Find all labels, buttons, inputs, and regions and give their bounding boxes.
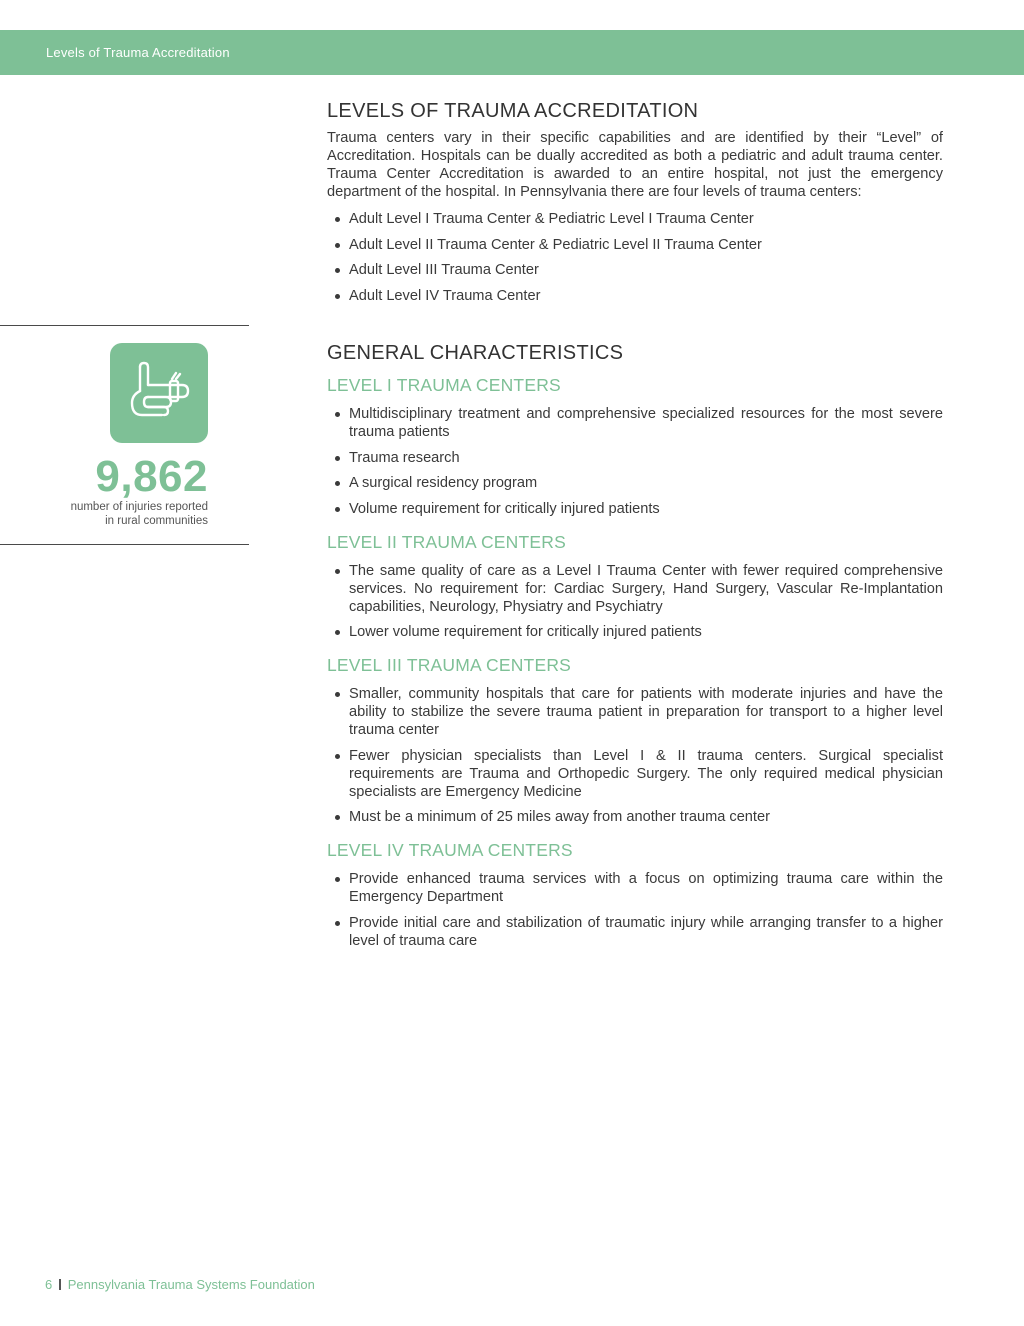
- list-item: Volume requirement for critically injured patients: [327, 500, 943, 518]
- header-band: [0, 30, 1024, 75]
- list-item: Multidisciplinary treatment and comprehensive specialized resources for the most severe trauma patients: [327, 405, 943, 441]
- footer-organization: Pennsylvania Trauma Systems Foundation: [67, 1277, 315, 1292]
- level-3-list: [327, 685, 943, 826]
- list-item: Smaller, community hospitals that care for patients with moderate injuries and have the ability to stabilize the severe trauma patient in preparation for transport to a higher level trauma center: [327, 685, 943, 739]
- list-item: Fewer physician specialists than Level I & II trauma centers. Surgical specialist requirements are Trauma and Orthopedic Surgery. The only required medical physician specialists are Emergency Medicine: [327, 747, 943, 801]
- list-item: A surgical residency program: [327, 474, 943, 492]
- list-item: Adult Level IV Trauma Center: [327, 287, 943, 305]
- list-item: Trauma research: [327, 449, 943, 467]
- list-item: Must be a minimum of 25 miles away from another trauma center: [327, 808, 943, 826]
- level-1-title: LEVEL I TRAUMA CENTERS: [327, 375, 561, 395]
- stat-caption-line2: in rural communities: [105, 515, 208, 527]
- list-item: Provide initial care and stabilization of traumatic injury while arranging transfer to a higher level of trauma care: [327, 914, 943, 950]
- main-content: [327, 99, 943, 957]
- footer-separator: [59, 1279, 61, 1290]
- list-item: Lower volume requirement for critically injured patients: [327, 623, 943, 641]
- stat-icon-box: [110, 343, 208, 443]
- levels-list: [327, 210, 943, 305]
- list-item: Adult Level II Trauma Center & Pediatric Level II Trauma Center: [327, 236, 943, 254]
- level-3-title: LEVEL III TRAUMA CENTERS: [327, 655, 572, 675]
- page-number: 6: [45, 1277, 53, 1292]
- page-title: LEVELS OF TRAUMA ACCREDITATION: [327, 100, 699, 122]
- section-spacer: [327, 312, 943, 341]
- level-4-title: LEVEL IV TRAUMA CENTERS: [327, 840, 573, 860]
- intro-paragraph: Trauma centers vary in their specific capabilities and are identified by their “Level” of Accreditation. Hospitals can be dually accredited as both a pediatric and adult trauma center. Trauma Center Accreditation is awarded to an entire hospital, not just the emergency department of the hospital. In Pennsylvania there are four levels of trauma centers:: [327, 130, 943, 200]
- stat-value: 9,862: [95, 452, 208, 501]
- sidebar-divider-top: [0, 325, 249, 326]
- list-item: Adult Level I Trauma Center & Pediatric Level I Trauma Center: [327, 210, 943, 228]
- level-2-title: LEVEL II TRAUMA CENTERS: [327, 531, 566, 552]
- general-characteristics-title: GENERAL CHARACTERISTICS: [327, 342, 624, 364]
- stat-caption: [28, 500, 208, 528]
- header-title: Levels of Trauma Accreditation: [46, 45, 230, 60]
- level-2-list: [327, 562, 943, 642]
- list-item: Adult Level III Trauma Center: [327, 261, 943, 279]
- level-1-list: [327, 405, 943, 518]
- sidebar-divider-bottom: [0, 544, 249, 545]
- stat-caption-line1: number of injuries reported: [70, 501, 208, 513]
- footer: [45, 1277, 315, 1292]
- bandaged-finger-icon: [126, 361, 192, 425]
- list-item: The same quality of care as a Level I Trauma Center with fewer required comprehensive services. No requirement for: Cardiac Surgery, Hand Surgery, Vascular Re-Implantation capabilities, Neurology, Physiatry and Psychiatry: [327, 562, 943, 616]
- level-4-list: [327, 870, 943, 950]
- list-item: Provide enhanced trauma services with a focus on optimizing trauma care within the Emergency Department: [327, 870, 943, 906]
